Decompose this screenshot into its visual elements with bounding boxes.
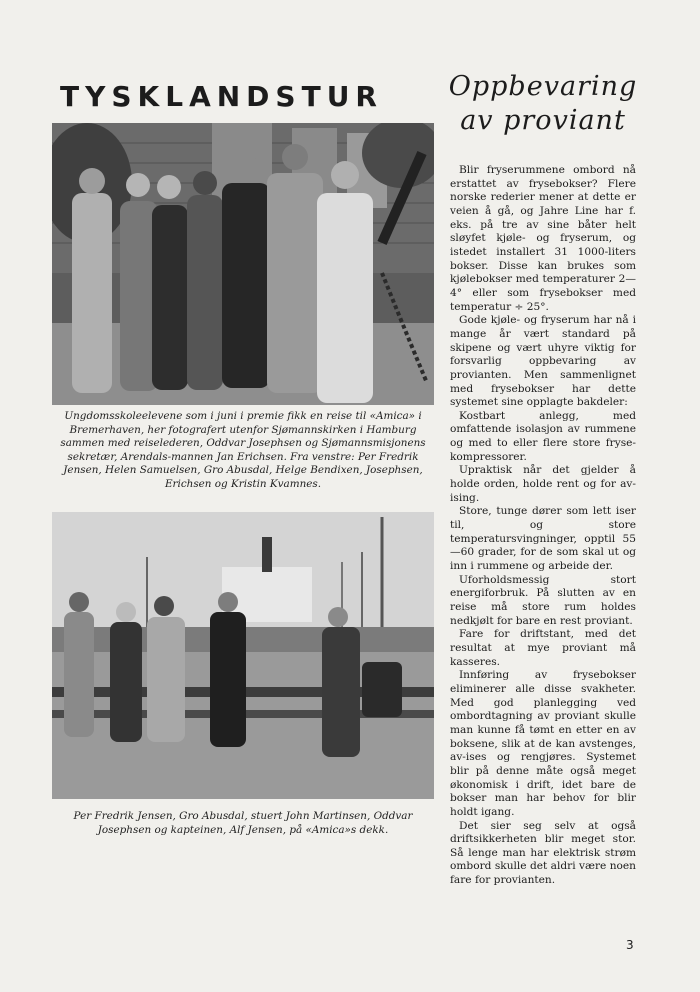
article-paragraph: Store, tunge dører som lett iser til, og store temperatursvingninger, opptil 55—60 grader, for de som skal ut og inn i rummene og arbeide der.: [450, 505, 636, 573]
article-paragraph: Innføring av frysebokser eliminerer alle disse svakheter. Med god planlegging ved ombordtagning av proviant skulle man kunne få tømt en etter en av boksene, slik at de kan avstenges, av-ises og rengjøres. Systemet blir på denne måte også meget økonomisk i drift, idet bare de bokser man har behov for blir holdt igang.: [450, 669, 636, 818]
group-photo-bremerhaven: [52, 123, 434, 405]
article-paragraph: Blir fryserummene ombord nå erstattet av frysebokser? Flere norske rederier mener at dette er veien å gå, og Jahre Line har f. eks. på tre av sine båter helt sløyfet kjøle- og fryserum, og istedet installert 31 1000-liters bokser. Disse kan brukes som kjølebokser med temperaturer 2—4° eller som frysebokser med temperatur ÷ 25°.: [450, 164, 636, 313]
headline-line-2: av proviant: [460, 105, 626, 136]
article-paragraph: Det sier seg selv at også driftsikkerheten blir meget stor. Så lenge man har elektrisk strøm ombord skulle det aldri være noen fare for provianten.: [450, 819, 636, 887]
headline-oppbevaring: [438, 70, 648, 138]
page-number: 3: [626, 938, 634, 952]
article-paragraph: Upraktisk når det gjelder å holde orden, holde rent og for av-ising.: [450, 464, 636, 504]
photo-top-caption: Ungdomsskoleelevene som i juni i premie fikk en reise til «Amica» i Bremerhaven, her fotografert utenfor Sjømannskirken i Hamburg sammen med reiselederen, Oddvar Josephsen og Sjømannsmisjonens sekretær, Arendals-mannen Jan Erichsen. Fra venstre: Per Fredrik Jensen, Helen Samuelsen, Gro Abusdal, Helge Bendixen, Josephsen, Erichsen og Kristin Kvamnes.: [60, 410, 426, 490]
deck-photo-amica: [52, 512, 434, 799]
article-paragraph: Kostbart anlegg, med omfattende isolasjon av rummene og med to eller flere store fryse-kompressorer.: [450, 409, 636, 463]
article-body: [450, 164, 636, 888]
article-paragraph: Gode kjøle- og fryserum har nå i mange år vært standard på skipene og vært uhyre viktig for forsvarlig oppbevaring av provianten. Men sammenlignet med frysebokser har dette systemet sine opplagte bakdeler:: [450, 314, 636, 409]
article-paragraph: Fare for driftstant, med det resultat at mye proviant må kasseres.: [450, 628, 636, 668]
headline-line-1: Oppbevaring: [448, 71, 638, 102]
article-paragraph: Uforholdsmessig stort energiforbruk. På slutten av en reise må store rum holdes nedkjølt for bare en rest proviant.: [450, 573, 636, 627]
headline-tysklandstur: TYSKLANDSTUR: [60, 80, 383, 113]
photo-bottom-caption: Per Fredrik Jensen, Gro Abusdal, stuert John Martinsen, Oddvar Josephsen og kapteinen, Alf Jensen, på «Amica»s dekk.: [73, 810, 413, 836]
